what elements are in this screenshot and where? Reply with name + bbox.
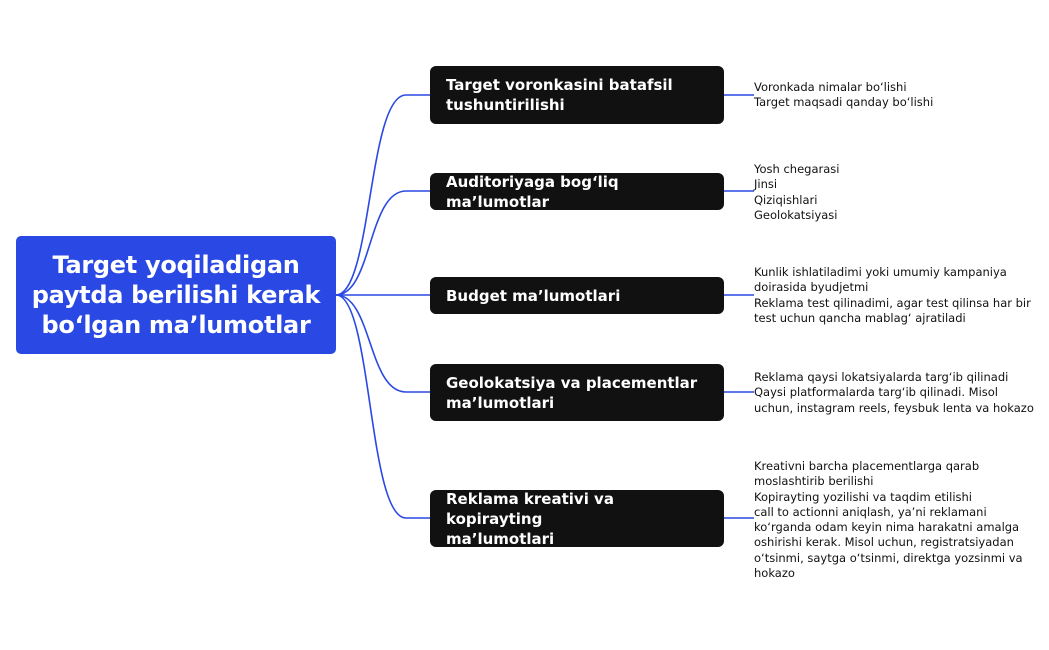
branch-node-budget[interactable] [430,277,724,314]
branch-node-geolocation-placements[interactable] [430,364,724,421]
branch-label: Geolokatsiya va placementlar ma’lumotlari [446,373,698,412]
branch-label: Reklama kreativi va kopirayting ma’lumotlari [446,489,614,548]
connector-root-to-branch-2 [336,191,430,295]
root-topic-title: Target yoqiladigan paytda berilishi kerak bo‘lgan ma’lumotlar [31,251,321,339]
connector-root-to-branch-1 [336,95,430,295]
branch-node-creative-copywriting[interactable] [430,490,724,547]
branch-details-target-funnel: Voronkada nimalar bo‘lishi Target maqsadi qanday bo‘lishi [754,80,934,110]
branch-details-geolocation-placements: Reklama qaysi lokatsiyalarda targ‘ib qilinadi Qaysi platformalarda targ‘ib qilinadi. Misol uchun, instagram reels, feysbuk lenta va hokazo [754,370,1034,415]
branch-label: Target voronkasini batafsil tushuntirilishi [446,76,673,114]
branch-details-budget: Kunlik ishlatiladimi yoki umumiy kampaniya doirasida byudjetmi Reklama test qilinadimi, agar test qilinsa har bir test uchun qancha mablag‘ ajratiladi [754,265,1031,325]
branch-label: Auditoriyaga bog‘liq ma’lumotlar [446,172,619,211]
branch-label: Budget ma’lumotlari [446,286,621,305]
branch-details-creative-copywriting: Kreativni barcha placementlarga qarab moslashtirib berilishi Kopirayting yozilishi va taqdim etilishi call to actionni aniqlash, ya’ni reklamani ko‘rganda odam keyin nima harakatni amalga oshirishi kerak. Misol uchun, registratsiyadan o‘tsinmi, saytga o‘tsinmi, direktga yozsinmi va hokazo [754,459,1023,581]
connector-root-to-branch-5 [336,295,430,518]
branch-node-target-funnel[interactable] [430,66,724,124]
branch-details-audience: Yosh chegarasi Jinsi Qiziqishlari Geolokatsiyasi [754,162,840,222]
root-topic[interactable] [16,236,336,354]
branch-node-audience[interactable] [430,173,724,210]
